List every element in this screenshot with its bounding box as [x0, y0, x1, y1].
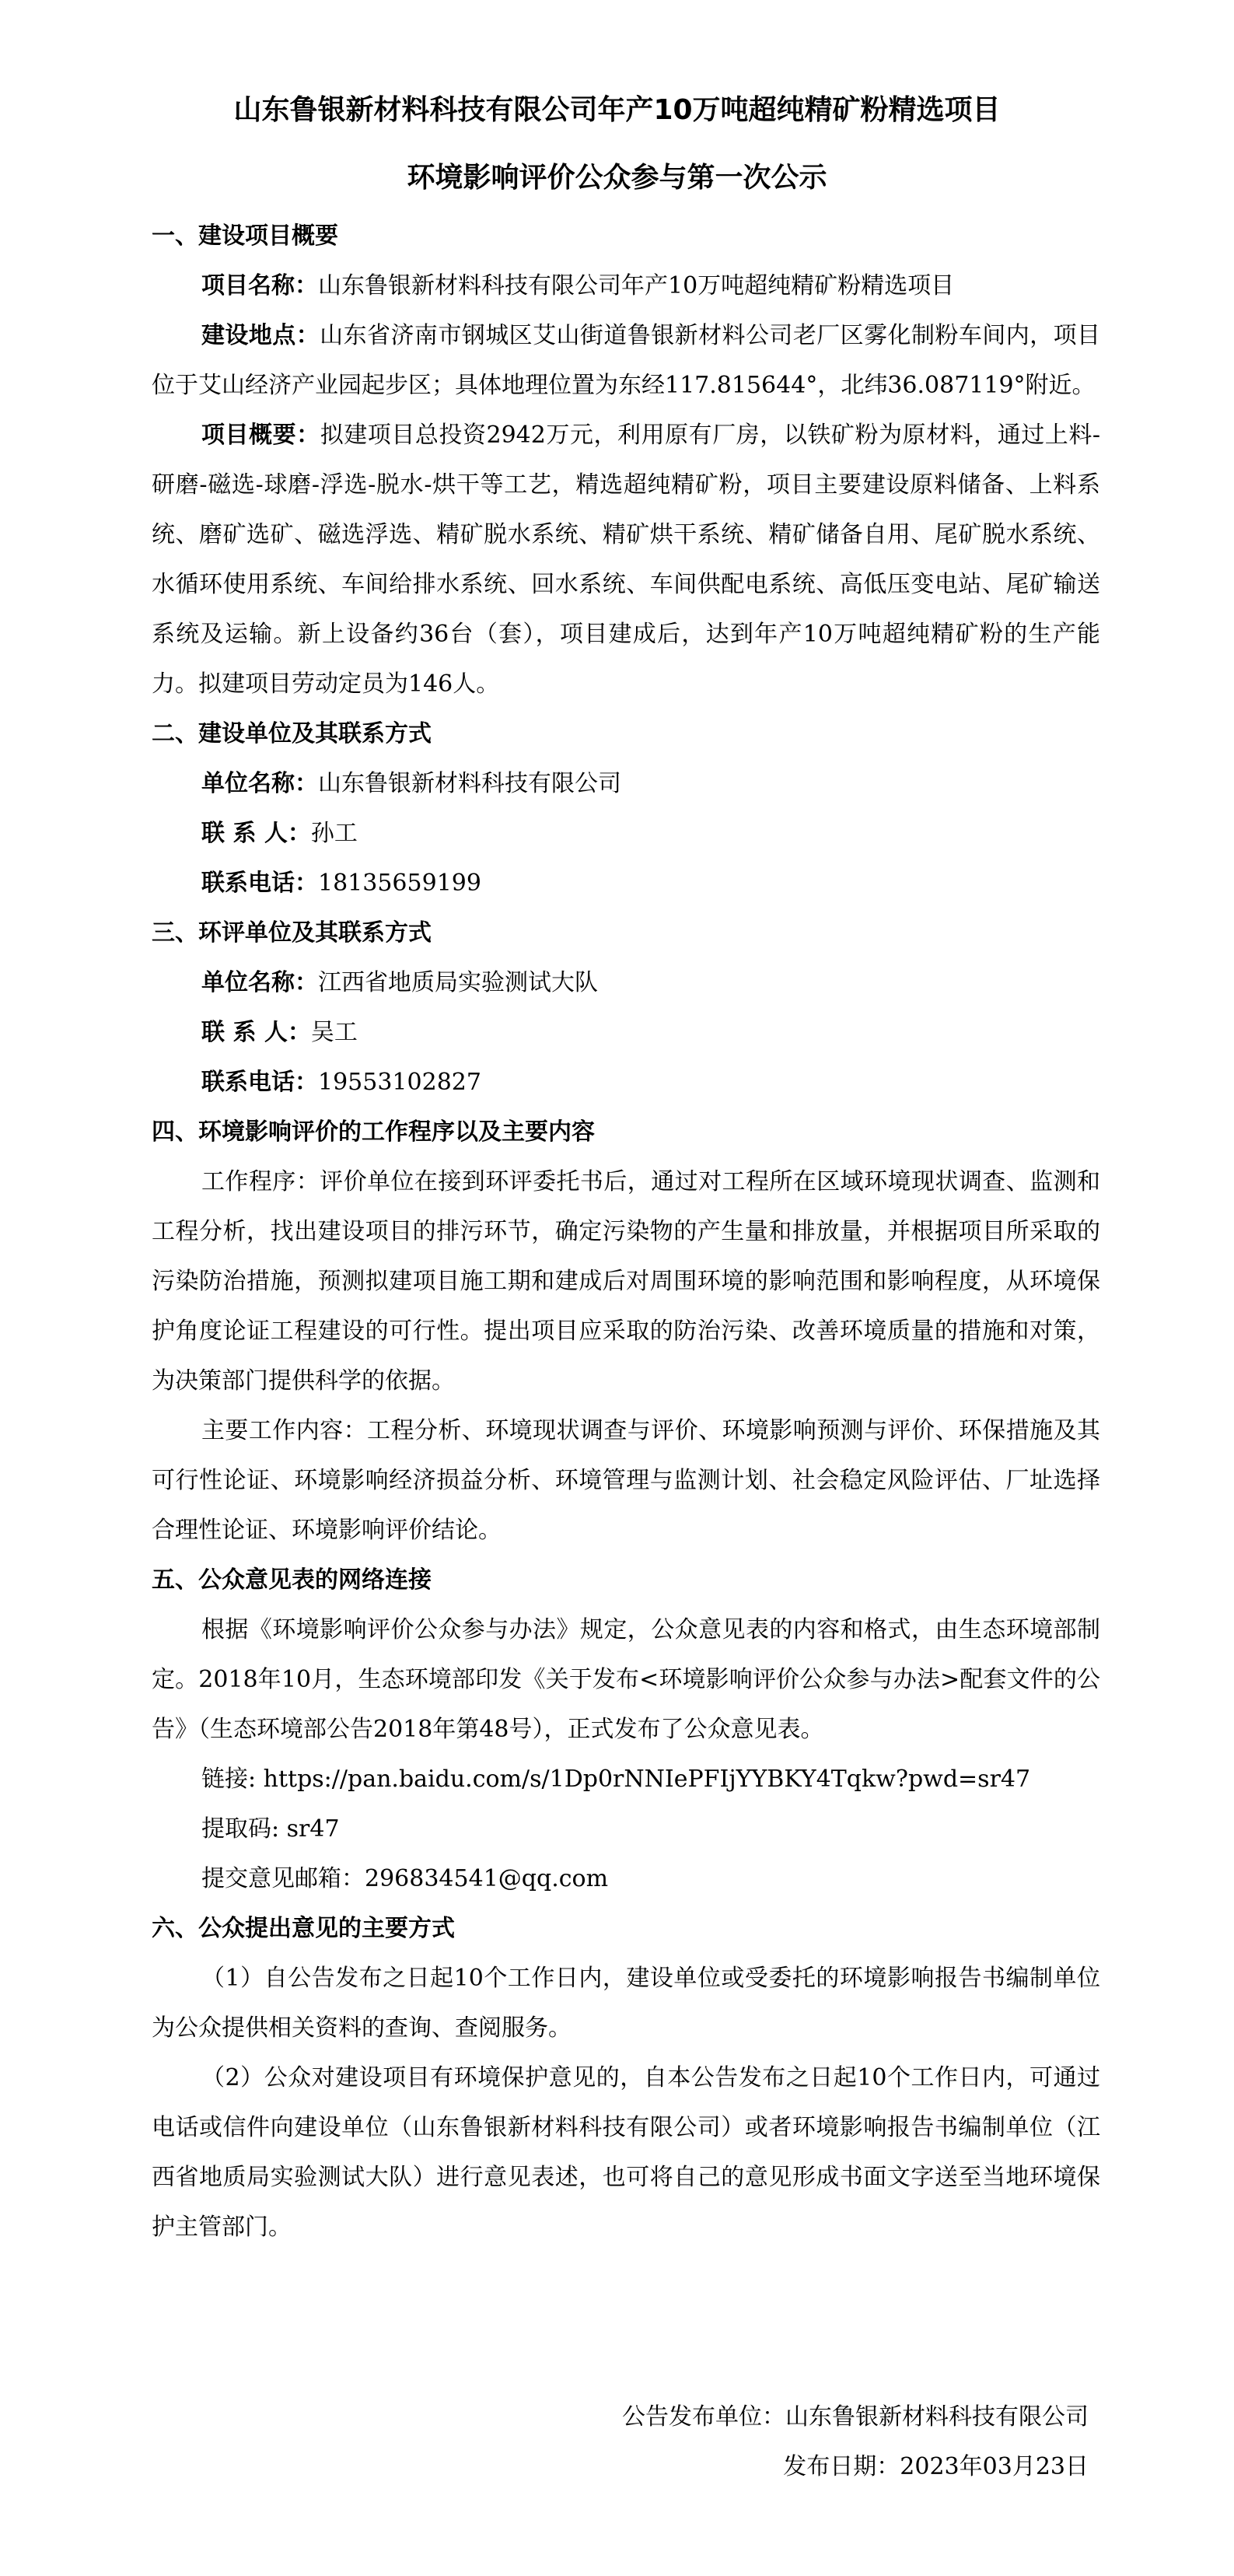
project-overview-row	[152, 411, 1100, 709]
builder-phone-value: 18135659199	[318, 870, 481, 897]
eia-phone-value: 19553102827	[318, 1069, 481, 1096]
eia-phone-row	[152, 1058, 1100, 1108]
project-name-row	[152, 261, 1100, 311]
method-paragraph-1: （1）自公告发布之日起10个工作日内，建设单位或受委托的环境影响报告书编制单位为公众提供相关资料的查询、查阅服务。	[152, 1965, 1100, 2042]
builder-unit-label: 单位名称：	[201, 770, 318, 797]
document-title-line1: 山东鲁银新材料科技有限公司年产10万吨超纯精矿粉精选项目	[233, 94, 1001, 126]
eia-unit-label: 单位名称：	[201, 969, 318, 996]
document-body	[152, 212, 1100, 2252]
project-name-value: 山东鲁银新材料科技有限公司年产10万吨超纯精矿粉精选项目	[318, 272, 955, 299]
section1-heading: 一、建设项目概要	[152, 222, 338, 250]
section2-heading: 二、建设单位及其联系方式	[152, 720, 432, 747]
work-procedure-paragraph: 工作程序：评价单位在接到环评委托书后，通过对工程所在区域环境现状调查、监测和工程分析，找出建设项目的排污环节，确定污染物的产生量和排放量，并根据项目所采取的污染防治措施，预测拟建项目施工期和建成后对周围环境的影响范围和影响程度，从环境保护角度论证工程建设的可行性。提出项目应采取的防治污染、改善环境质量的措施和对策，为决策部门提供科学的依据。	[152, 1168, 1100, 1395]
project-name-label: 项目名称：	[201, 272, 318, 299]
builder-unit-row	[152, 759, 1100, 809]
main-work-paragraph: 主要工作内容：工程分析、环境现状调查与评价、环境影响预测与评价、环保措施及其可行性论证、环境影响经济损益分析、环境管理与监测计划、社会稳定风险评估、厂址选择合理性论证、环境影响评价结论。	[152, 1417, 1100, 1544]
builder-contact-value: 孙工	[310, 820, 358, 847]
download-link[interactable]: 链接: https://pan.baidu.com/s/1Dp0rNNIePFIjYYBKY4Tqkw?pwd=sr47	[201, 1766, 1031, 1793]
eia-unit-value: 江西省地质局实验测试大队	[318, 969, 598, 996]
project-site-row	[152, 311, 1100, 411]
builder-contact-label: 联 系 人：	[201, 820, 311, 847]
eia-contact-value: 吴工	[310, 1019, 358, 1046]
builder-phone-label: 联系电话：	[201, 870, 318, 897]
section6-heading: 六、公众提出意见的主要方式	[152, 1915, 455, 1942]
eia-contact-label: 联 系 人：	[201, 1019, 311, 1046]
builder-phone-row	[152, 859, 1100, 908]
opinion-form-paragraph: 根据《环境影响评价公众参与办法》规定，公众意见表的内容和格式，由生态环境部制定。2018年10月，生态环境部印发《关于发布<环境影响评价公众参与办法>配套文件的公告》（生态环境部公告2018年第48号），正式发布了公众意见表。	[152, 1616, 1100, 1743]
submit-email[interactable]: 提交意见邮箱：296834541@qq.com	[201, 1865, 609, 1892]
builder-contact-row	[152, 809, 1100, 859]
project-site-value: 山东省济南市钢城区艾山街道鲁银新材料公司老厂区雾化制粉车间内，项目位于艾山经济产业园起步区；具体地理位置为东经117.815644°，北纬36.087119°附近。	[152, 322, 1101, 399]
section3-heading: 三、环评单位及其联系方式	[152, 919, 432, 947]
project-overview-label: 项目概要：	[201, 422, 320, 449]
section4-heading: 四、环境影响评价的工作程序以及主要内容	[152, 1118, 595, 1146]
publish-date-line: 发布日期：2023年03月23日	[783, 2453, 1089, 2480]
document-title-line2: 环境影响评价公众参与第一次公示	[407, 162, 827, 194]
publisher-line: 公告发布单位：山东鲁银新材料科技有限公司	[622, 2403, 1089, 2431]
method-paragraph-2: （2）公众对建设项目有环境保护意见的，自本公告发布之日起10个工作日内，可通过电话或信件向建设单位（山东鲁银新材料科技有限公司）或者环境影响报告书编制单位（江西省地质局实验测试大队）进行意见表述，也可将自己的意见形成书面文字送至当地环境保护主管部门。	[152, 2064, 1100, 2241]
project-overview-value: 拟建项目总投资2942万元，利用原有厂房，以铁矿粉为原材料，通过上料-研磨-磁选-球磨-浮选-脱水-烘干等工艺，精选超纯精矿粉，项目主要建设原料储备、上料系统、磨矿选矿、磁选浮选、精矿脱水系统、精矿烘干系统、精矿储备自用、尾矿脱水系统、水循环使用系统、车间给排水系统、回水系统、车间供配电系统、高低压变电站、尾矿输送系统及运输。新上设备约36台（套），项目建成后，达到年产10万吨超纯精矿粉的生产能力。拟建项目劳动定员为146人。	[152, 422, 1101, 698]
eia-unit-row	[152, 958, 1100, 1008]
eia-phone-label: 联系电话：	[201, 1069, 318, 1096]
project-site-label: 建设地点：	[201, 322, 320, 349]
section5-heading: 五、公众意见表的网络连接	[152, 1566, 432, 1594]
builder-unit-value: 山东鲁银新材料科技有限公司	[318, 770, 621, 797]
eia-contact-row	[152, 1008, 1100, 1058]
extraction-code: 提取码: sr47	[201, 1815, 340, 1843]
